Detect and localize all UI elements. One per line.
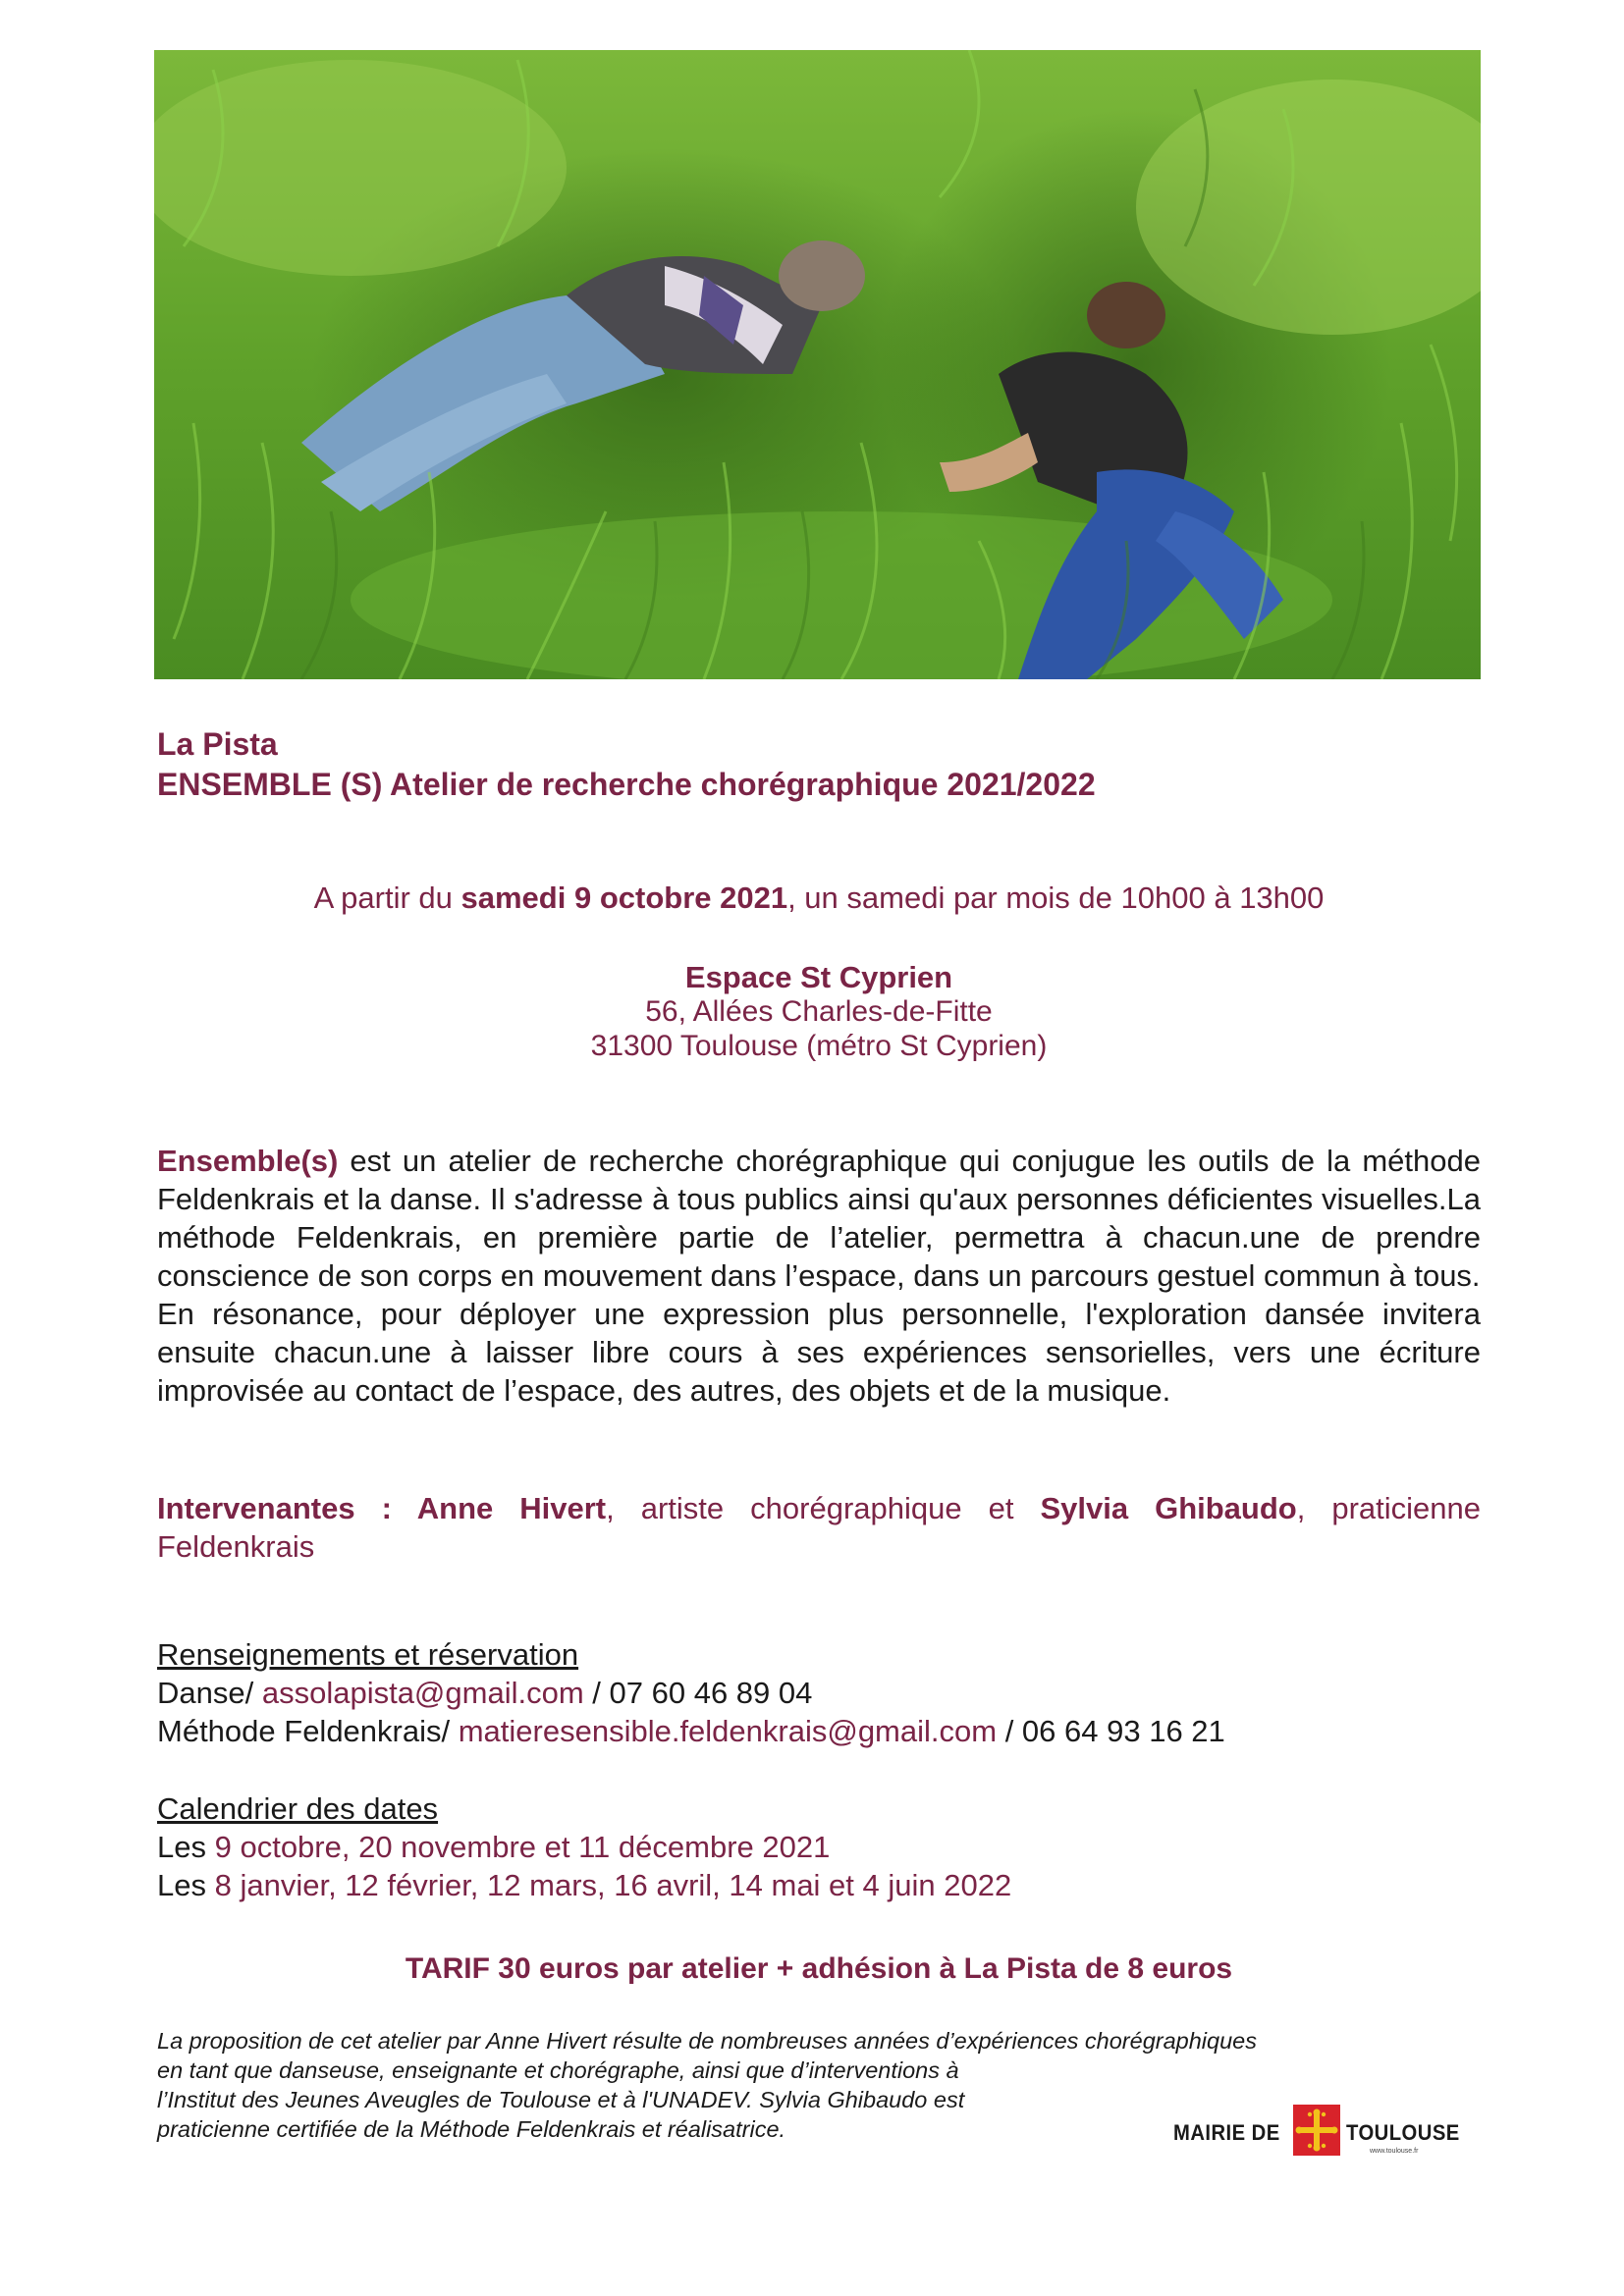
dates-2021: 9 octobre, 20 novembre et 11 décembre 2021 <box>214 1830 831 1864</box>
description-paragraph-2: En résonance, pour déployer une expression plus personnelle, l'exploration dansée invitera ensuite chacun.une à laisser libre cours à ses expériences sensorielles, vers une écriture improvisée au contact de l’espace, des autres, des objets et de la musique. <box>157 1297 1481 1408</box>
bio-line-1: La proposition de cet atelier par Anne Hivert résulte de nombreuses années d’expériences chorégraphiques <box>157 2028 1257 2054</box>
venue-address-line-1: 56, Allées Charles-de-Fitte <box>645 995 993 1028</box>
bio-line-4: praticienne certifiée de la Méthode Feldenkrais et réalisatrice. <box>157 2116 786 2142</box>
calendar <box>157 1789 1481 1904</box>
mairie-toulouse-logo <box>1173 2101 1468 2162</box>
dates-2022: 8 janvier, 12 février, 12 mars, 16 avril, 14 mai et 4 juin 2022 <box>214 1868 1012 1902</box>
calendar-heading: Calendrier des dates <box>157 1791 439 1826</box>
feldenkrais-email-link[interactable]: matieresensible.feldenkrais@gmail.com <box>458 1714 998 1748</box>
calendar-dates-2022 <box>157 1866 1481 1904</box>
calendar-les-2: Les <box>157 1868 215 1902</box>
venue-name: Espace St Cyprien <box>684 960 953 994</box>
schedule-start-date: samedi 9 octobre 2021 <box>460 881 788 915</box>
schedule-prefix: A partir du <box>313 881 461 915</box>
speakers-label: Intervenantes : <box>157 1491 417 1525</box>
schedule-line <box>157 879 1481 918</box>
toulouse-cross-icon <box>1293 2105 1340 2156</box>
speaker-name-1: Anne Hivert <box>416 1491 607 1525</box>
dance-phone: / 07 60 46 89 04 <box>583 1676 813 1710</box>
contact-feldenkrais-label: Méthode Feldenkrais/ <box>157 1714 459 1748</box>
logo-text-mairie: MAIRIE DE <box>1173 2120 1280 2145</box>
contact-dance <box>157 1674 1481 1712</box>
dance-email-link[interactable]: assolapista@gmail.com <box>261 1676 584 1710</box>
price-line: TARIF 30 euros par atelier + adhésion à La Pista de 8 euros <box>405 1952 1233 1985</box>
bio-line-3: l’Institut des Jeunes Aveugles de Toulouse et à l'UNADEV. Sylvia Ghibaudo est <box>157 2087 965 2112</box>
speakers <box>157 1489 1481 1566</box>
schedule-suffix: , un samedi par mois de 10h00 à 13h00 <box>787 881 1325 915</box>
event-title: ENSEMBLE (S) Atelier de recherche chorégraphique 2021/2022 <box>157 767 1096 802</box>
organization-name: La Pista <box>157 726 278 762</box>
venue-address-line-2: 31300 Toulouse (métro St Cyprien) <box>590 1030 1048 1062</box>
contact-dance-label: Danse/ <box>157 1676 262 1710</box>
speaker-name-2: Sylvia Ghibaudo <box>1040 1491 1297 1525</box>
description-paragraph-1 <box>157 1142 1481 1295</box>
venue-block <box>157 960 1481 1063</box>
header-photo <box>154 50 1481 679</box>
feldenkrais-phone: / 06 64 93 16 21 <box>997 1714 1225 1748</box>
speaker-role-2: , praticienne Feldenkrais <box>157 1491 1482 1564</box>
calendar-les-1: Les <box>157 1830 215 1864</box>
speaker-role-1: , artiste chorégraphique et <box>606 1491 1041 1525</box>
description-text-1: est un atelier de recherche chorégraphique qui conjugue les outils de la méthode Feldenkrais et la danse. Il s'adresse à tous publics ainsi qu'aux personnes déficientes visuelles.La méthode Feldenkrais, en première partie de l’atelier, permettra à chacun.une de prendre conscience de son corps en mouvement dans l’espace, dans un parcours gestuel commun à tous. <box>157 1144 1481 1293</box>
bio-line-2: en tant que danseuse, enseignante et chorégraphe, ainsi que d’interventions à <box>157 2057 959 2083</box>
description <box>157 1142 1481 1410</box>
logo-text-toulouse: TOULOUSE <box>1346 2120 1460 2145</box>
contact-info <box>157 1635 1481 1750</box>
logo-url: www.toulouse.fr <box>1370 2148 1419 2155</box>
calendar-dates-2021 <box>157 1828 1481 1866</box>
contact-heading: Renseignements et réservation <box>157 1637 579 1672</box>
contact-feldenkrais <box>157 1712 1481 1750</box>
description-lead: Ensemble(s) <box>157 1144 339 1178</box>
event-heading <box>157 724 1481 805</box>
